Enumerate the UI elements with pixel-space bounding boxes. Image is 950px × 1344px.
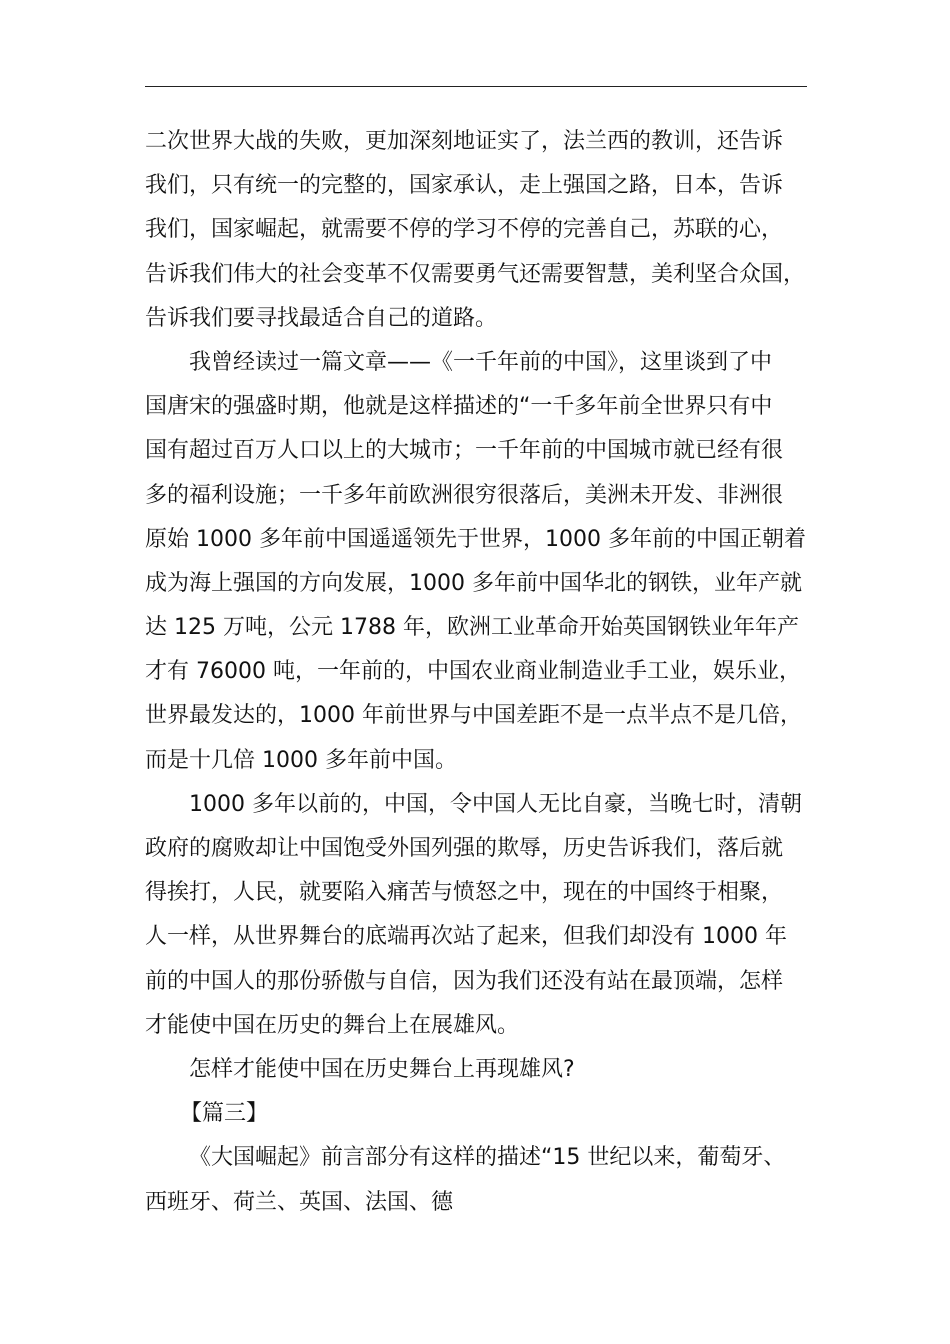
text-line: 国有超过百万人口以上的大城市；一千年前的中国城市就已经有很 bbox=[145, 438, 784, 464]
paragraph-start-line: 《大国崛起》前言部分有这样的描述“15 世纪以来，葡萄牙、 bbox=[189, 1145, 786, 1171]
text-line: 原始 1000 多年前中国遥遥领先于世界，1000 多年前的中国正朝着 bbox=[145, 526, 806, 552]
paragraph-start-line: 我曾经读过一篇文章——《一千年前的中国》，这里谈到了中 bbox=[189, 349, 773, 375]
text-line: 多的福利设施；一千多年前欧洲很穷很落后，美洲未开发、非洲很 bbox=[145, 482, 784, 508]
header-rule bbox=[145, 86, 807, 87]
text-line: 国唐宋的强盛时期，他就是这样描述的“一千多年前全世界只有中 bbox=[145, 394, 773, 420]
text-line: 而是十几倍 1000 多年前中国。 bbox=[145, 747, 457, 773]
text-line: 成为海上强国的方向发展，1000 多年前中国华北的钢铁，业年产就 bbox=[145, 570, 802, 596]
text-line: 我们，国家崛起，就需要不停的学习不停的完善自己，苏联的心， bbox=[145, 217, 784, 243]
text-line: 才有 76000 吨，一年前的，中国农业商业制造业手工业，娱乐业， bbox=[145, 659, 801, 685]
text-line: 得挨打，人民，就要陷入痛苦与愤怒之中，现在的中国终于相聚， bbox=[145, 880, 784, 906]
text-line: 我们，只有统一的完整的，国家承认，走上强国之路，日本，告诉 bbox=[145, 173, 784, 199]
paragraph-start-line: 怎样才能使中国在历史舞台上再现雄风? bbox=[189, 1056, 575, 1082]
document-body bbox=[145, 120, 807, 1225]
text-line: 西班牙、荷兰、英国、法国、德 bbox=[145, 1189, 454, 1215]
paragraph-start-line: 1000 多年以前的，中国，令中国人无比自豪，当晚七时，清朝 bbox=[189, 791, 802, 817]
text-line: 人一样，从世界舞台的底端再次站了起来，但我们却没有 1000 年 bbox=[145, 924, 787, 950]
text-line: 才能使中国在历史的舞台上在展雄风。 bbox=[145, 1012, 520, 1038]
text-line: 前的中国人的那份骄傲与自信，因为我们还没有站在最顶端，怎样 bbox=[145, 968, 784, 994]
text-line: 世界最发达的，1000 年前世界与中国差距不是一点半点不是几倍， bbox=[145, 703, 802, 729]
text-line: 告诉我们伟大的社会变革不仅需要勇气还需要智慧，美利坚合众国， bbox=[145, 261, 806, 287]
text-line: 二次世界大战的失败，更加深刻地证实了，法兰西的教训，还告诉 bbox=[145, 129, 784, 154]
section-heading: 【篇三】 bbox=[180, 1101, 269, 1127]
text-line: 达 125 万吨，公元 1788 年，欧洲工业革命开始英国钢铁业年年产 bbox=[145, 615, 799, 641]
text-line: 政府的腐败却让中国饱受外国列强的欺辱，历史告诉我们，落后就 bbox=[145, 836, 784, 861]
text-line: 告诉我们要寻找最适合自己的道路。 bbox=[145, 305, 498, 331]
